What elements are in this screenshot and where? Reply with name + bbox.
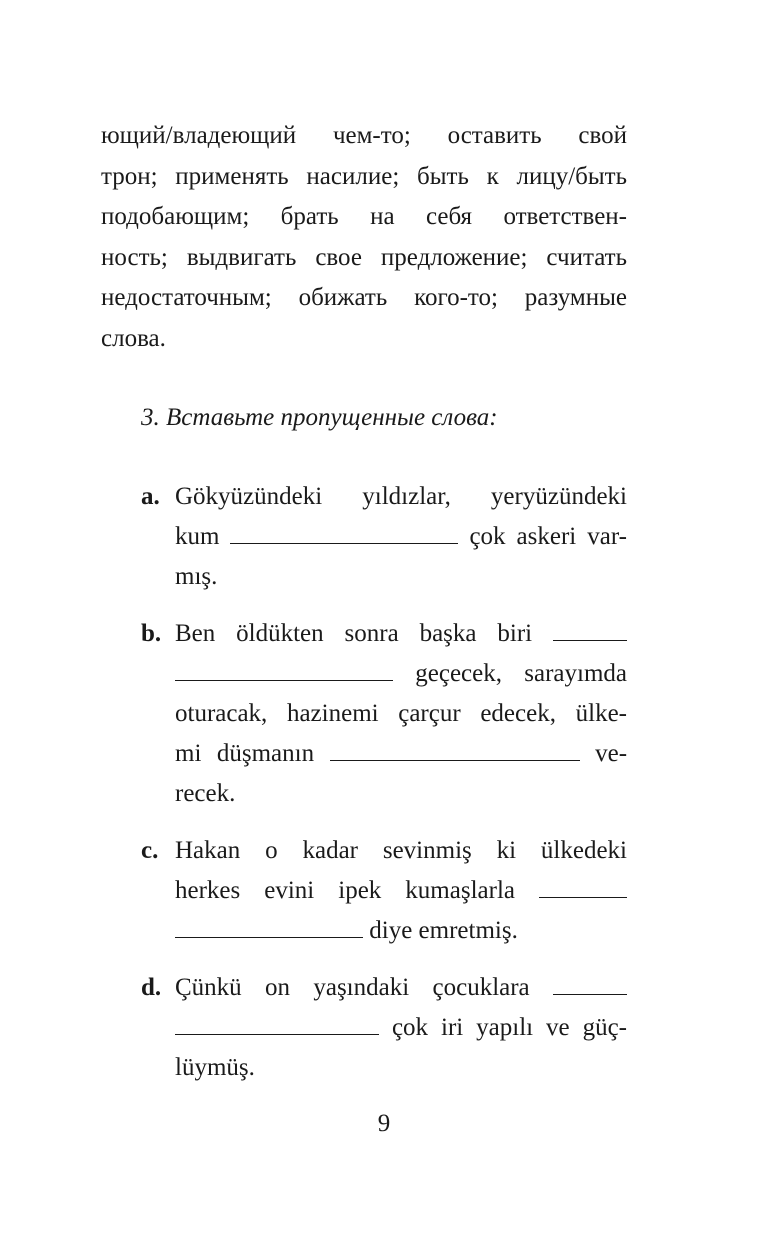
item-text: Çünkü on yaşındaki çocuklara	[175, 974, 530, 1001]
item-line	[175, 614, 627, 654]
item-line: oturacak, hazinemi çarçur edecek, ülke-	[175, 700, 627, 727]
item-text: diye emretmiş.	[369, 917, 518, 944]
item-line: Hakan o kadar sevinmiş ki ülkedeki	[175, 837, 627, 864]
item-label: d.	[141, 974, 162, 1001]
item-text: çok askeri var-	[469, 523, 627, 550]
answer-blank[interactable]	[553, 614, 627, 641]
item-text: mi düşmanın	[175, 740, 315, 767]
vocabulary-paragraph	[101, 116, 627, 359]
item-line	[175, 517, 627, 557]
item-line: recek.	[175, 780, 236, 807]
answer-blank[interactable]	[175, 911, 363, 938]
item-line	[175, 911, 627, 951]
exercise-heading: 3. Вставьте пропущенные слова:	[141, 404, 498, 431]
item-line: lüymüş.	[175, 1054, 255, 1081]
item-line	[175, 1008, 627, 1048]
item-line: mış.	[175, 563, 218, 590]
paragraph-line: слова.	[101, 324, 166, 352]
item-text: geçecek, sarayımda	[415, 660, 627, 687]
item-label: a.	[141, 483, 160, 510]
item-line	[175, 968, 627, 1008]
page-number: 9	[377, 1110, 391, 1137]
item-text: herkes evini ipek kumaşlarla	[175, 877, 515, 904]
paragraph-line: трон; применять насилие; быть к лицу/быть	[101, 162, 627, 190]
item-line	[175, 734, 627, 774]
paragraph-line: ющий/владеющий чем-то; оставить свой	[101, 122, 627, 149]
paragraph-line: недостаточным; обижать кого-то; разумные	[101, 284, 627, 311]
item-text: ve-	[595, 740, 628, 767]
answer-blank[interactable]	[230, 517, 458, 544]
item-line: Gökyüzündeki yıldızlar, yeryüzündeki	[175, 483, 627, 510]
item-text: çok iri yapılı ve güç-	[391, 1014, 628, 1041]
paragraph-line: подобающим; брать на себя ответствен-	[101, 203, 627, 230]
answer-blank[interactable]	[175, 654, 393, 681]
answer-blank[interactable]	[330, 734, 580, 761]
item-label: c.	[141, 837, 159, 864]
item-text: Ben öldükten sonra başka biri	[175, 620, 533, 647]
answer-blank[interactable]	[175, 1008, 379, 1035]
paragraph-line: ность; выдвигать свое предложение; считать	[101, 243, 627, 271]
item-text: kum	[175, 523, 220, 550]
answer-blank[interactable]	[539, 871, 627, 898]
answer-blank[interactable]	[553, 968, 627, 995]
item-line	[175, 654, 627, 694]
item-line	[175, 871, 627, 911]
item-label: b.	[141, 620, 162, 647]
